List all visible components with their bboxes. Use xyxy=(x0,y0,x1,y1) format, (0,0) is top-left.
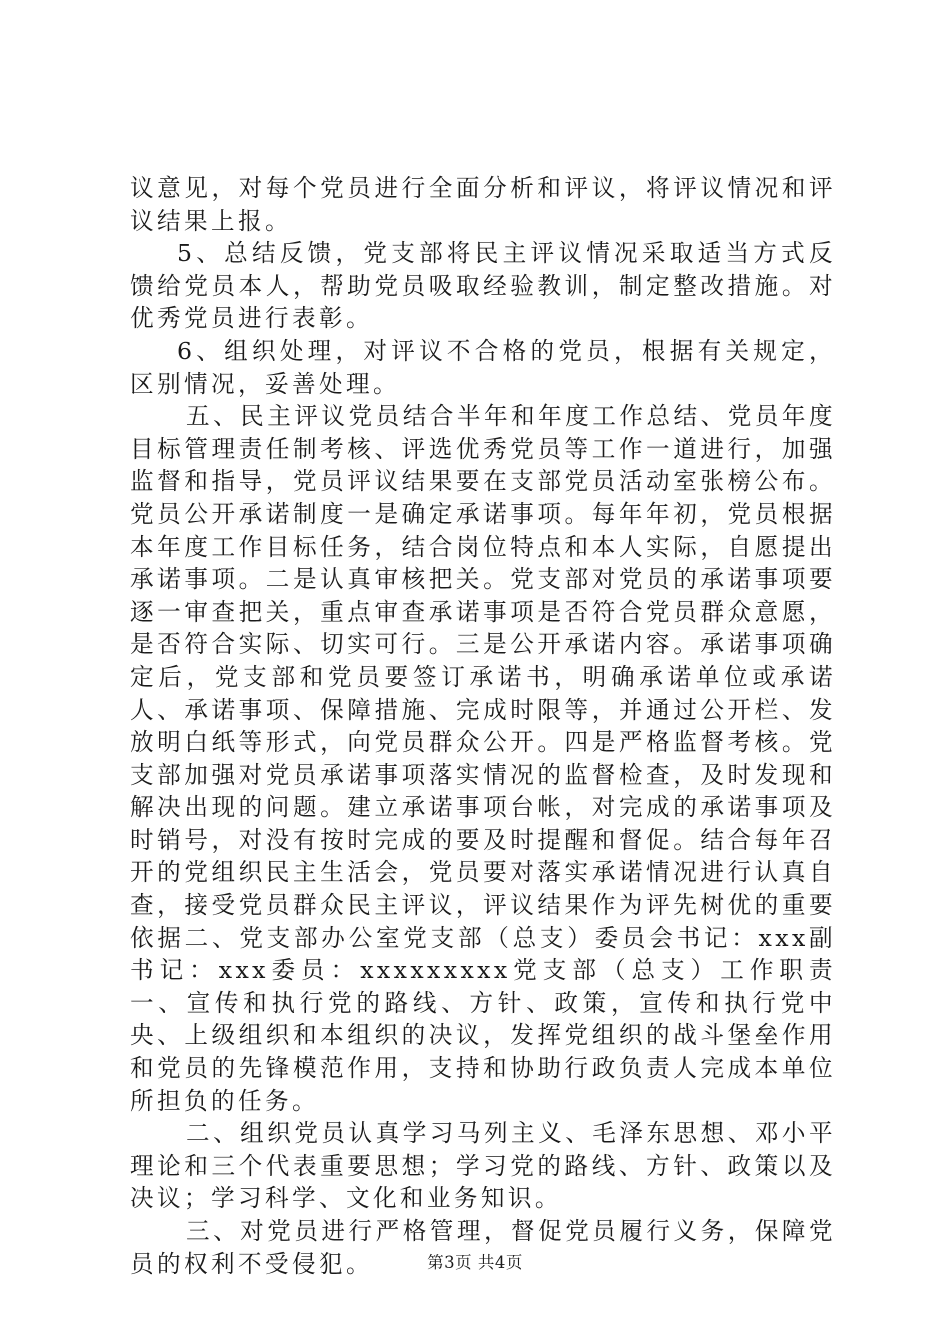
paragraph-duty-2: 二、组织党员认真学习马列主义、毛泽东思想、邓小平理论和三个代表重要思想；学习党的路线、方针、政策以及决议；学习科学、文化和业务知识。 xyxy=(130,1119,836,1213)
paragraph-duty-3: 三、对党员进行严格管理，督促党员履行义务，保障党员的权利不受侵犯。 xyxy=(130,1217,836,1278)
document-body xyxy=(130,172,836,1280)
paragraph-continuation: 议意见，对每个党员进行全面分析和评议，将评议情况和评议结果上报。 xyxy=(130,174,836,235)
paragraph-item-5: 5、总结反馈，党支部将民主评议情况采取适当方式反馈给党员本人，帮助党员吸取经验教训，制定整改措施。对优秀党员进行表彰。 xyxy=(130,239,836,333)
page-footer: 第3页 共4页 xyxy=(427,1253,523,1272)
paragraph-section-5: 五、民主评议党员结合半年和年度工作总结、党员年度目标管理责任制考核、评选优秀党员等工作一道进行，加强监督和指导，党员评议结果要在支部党员活动室张榜公布。党员公开承诺制度一是确定承诺事项。每年年初，党员根据本年度工作目标任务，结合岗位特点和本人实际，自愿提出承诺事项。二是认真审核把关。党支部对党员的承诺事项要逐一审查把关，重点审查承诺事项是否符合党员群众意愿，是否符合实际、切实可行。三是公开承诺内容。承诺事项确定后，党支部和党员要签订承诺书，明确承诺单位或承诺人、承诺事项、保障措施、完成时限等，并通过公开栏、发放明白纸等形式，向党员群众公开。四是严格监督考核。党支部加强对党员承诺事项落实情况的监督检查，及时发现和解决出现的问题。建立承诺事项台帐，对完成的承诺事项及时销号，对没有按时完成的要及时提醒和督促。结合每年召开的党组织民主生活会，党员要对落实承诺情况进行认真自查，接受党员群众民主评议，评议结果作为评先树优的重要依据二、党支部办公室党支部（总支）委员会书记：xxx副书记：xxx委员：xxxxxxxxx党支部（总支）工作职责一、宣传和执行党的路线、方针、政策，宣传和执行党中央、上级组织和本组织的决议，发挥党组织的战斗堡垒作用和党员的先锋模范作用，支持和协助行政负责人完成本单位所担负的任务。 xyxy=(130,402,836,1115)
paragraph-item-6: 6、组织处理，对评议不合格的党员，根据有关规定，区别情况，妥善处理。 xyxy=(130,336,836,398)
